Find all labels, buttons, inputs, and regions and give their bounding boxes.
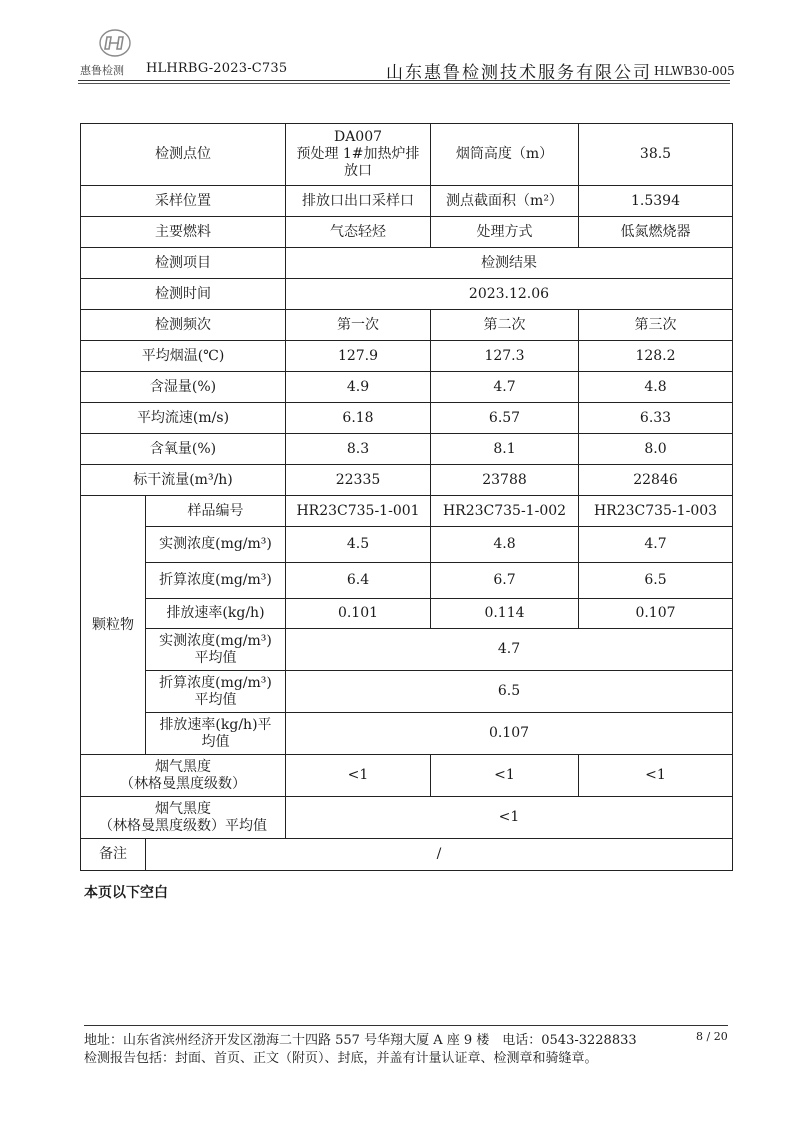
row-value: 6.57 bbox=[431, 403, 579, 434]
table-row bbox=[81, 217, 733, 248]
table-row bbox=[81, 124, 733, 186]
row-label: 平均烟温(℃) bbox=[81, 341, 286, 372]
smoke-value: <1 bbox=[431, 755, 579, 797]
converted-value: 6.4 bbox=[286, 563, 431, 599]
site-label: 检测点位 bbox=[81, 124, 286, 186]
fuel-label: 主要燃料 bbox=[81, 217, 286, 248]
table-row bbox=[81, 434, 733, 465]
table-row bbox=[81, 403, 733, 434]
table-row bbox=[81, 186, 733, 217]
rate-avg-label bbox=[146, 713, 286, 755]
table-row bbox=[81, 310, 733, 341]
sampling-position-value: 排放口出口采样口 bbox=[286, 186, 431, 217]
section-area-value: 1.5394 bbox=[579, 186, 733, 217]
table-row bbox=[81, 713, 733, 755]
treatment-value: 低氮燃烧器 bbox=[579, 217, 733, 248]
row-value: 8.3 bbox=[286, 434, 431, 465]
measured-value: 4.7 bbox=[579, 527, 733, 563]
rate-label: 排放速率(kg/h) bbox=[146, 599, 286, 629]
table-row bbox=[81, 372, 733, 403]
frequency-1: 第一次 bbox=[286, 310, 431, 341]
row-value: 8.0 bbox=[579, 434, 733, 465]
header-divider bbox=[78, 80, 730, 81]
row-value: 6.18 bbox=[286, 403, 431, 434]
table-row bbox=[81, 671, 733, 713]
footer-report-contents: 检测报告包括：封面、首页、正文（附页）、封底，并盖有计量认证章、检测章和骑缝章。 bbox=[84, 1051, 598, 1066]
row-label: 平均流速(m/s) bbox=[81, 403, 286, 434]
converted-avg-value: 6.5 bbox=[286, 671, 733, 713]
row-value: 128.2 bbox=[579, 341, 733, 372]
smoke-avg-value: <1 bbox=[286, 797, 733, 839]
site-value-line: 预处理 1#加热炉排 bbox=[296, 146, 420, 162]
table-row bbox=[81, 563, 733, 599]
label-line: 折算浓度(mg/m³) bbox=[159, 674, 272, 691]
sampling-position-label: 采样位置 bbox=[81, 186, 286, 217]
report-number: HLHRBG-2023-C735 bbox=[146, 61, 288, 76]
table-row bbox=[81, 599, 733, 629]
table-row bbox=[81, 629, 733, 671]
smoke-avg-label bbox=[81, 797, 286, 839]
stack-height-value: 38.5 bbox=[579, 124, 733, 186]
sample-no: HR23C735-1-001 bbox=[286, 496, 431, 527]
test-result-label: 检测结果 bbox=[286, 248, 733, 279]
treatment-label: 处理方式 bbox=[431, 217, 579, 248]
row-value: 4.8 bbox=[579, 372, 733, 403]
logo-text: 惠鲁检测 bbox=[80, 64, 124, 77]
row-value: 6.33 bbox=[579, 403, 733, 434]
measured-value: 4.8 bbox=[431, 527, 579, 563]
stack-height-label: 烟筒高度（m） bbox=[431, 124, 579, 186]
table-row bbox=[81, 465, 733, 496]
table-row bbox=[81, 279, 733, 310]
sample-no: HR23C735-1-003 bbox=[579, 496, 733, 527]
site-value bbox=[286, 124, 431, 186]
site-value-line: 放口 bbox=[344, 163, 372, 179]
row-value: 4.9 bbox=[286, 372, 431, 403]
table-row bbox=[81, 797, 733, 839]
table-row bbox=[81, 755, 733, 797]
table-row bbox=[81, 839, 733, 871]
converted-label: 折算浓度(mg/m³) bbox=[146, 563, 286, 599]
rate-value: 0.101 bbox=[286, 599, 431, 629]
remark-value: / bbox=[146, 839, 733, 871]
row-value: 127.3 bbox=[431, 341, 579, 372]
particulate-label: 颗粒物 bbox=[81, 496, 146, 755]
section-area-label: 测点截面积（m²） bbox=[431, 186, 579, 217]
smoke-value: <1 bbox=[579, 755, 733, 797]
remark-label: 备注 bbox=[81, 839, 146, 871]
label-line: 平均值 bbox=[194, 649, 237, 666]
row-label: 含氧量(%) bbox=[81, 434, 286, 465]
table-row bbox=[81, 527, 733, 563]
row-label: 含湿量(%) bbox=[81, 372, 286, 403]
table-row bbox=[81, 496, 733, 527]
blank-below-note: 本页以下空白 bbox=[84, 885, 168, 901]
header-divider-secondary bbox=[78, 83, 730, 84]
row-value: 8.1 bbox=[431, 434, 579, 465]
row-value: 127.9 bbox=[286, 341, 431, 372]
page-number: 8 / 20 bbox=[696, 1030, 728, 1043]
measured-label: 实测浓度(mg/m³) bbox=[146, 527, 286, 563]
flow-label: 标干流量(m³/h) bbox=[81, 465, 286, 496]
smoke-label bbox=[81, 755, 286, 797]
table-row bbox=[81, 341, 733, 372]
test-results-table bbox=[80, 123, 733, 871]
company-logo-icon bbox=[98, 28, 132, 58]
converted-value: 6.5 bbox=[579, 563, 733, 599]
measured-avg-value: 4.7 bbox=[286, 629, 733, 671]
rate-value: 0.107 bbox=[579, 599, 733, 629]
frequency-2: 第二次 bbox=[431, 310, 579, 341]
label-line: 实测浓度(mg/m³) bbox=[159, 632, 272, 649]
label-line: 平均值 bbox=[194, 691, 237, 708]
measured-value: 4.5 bbox=[286, 527, 431, 563]
label-line: （林格曼黑度级数）平均值 bbox=[99, 817, 267, 834]
smoke-value: <1 bbox=[286, 755, 431, 797]
frequency-label: 检测频次 bbox=[81, 310, 286, 341]
footer-divider bbox=[84, 1025, 728, 1026]
frequency-3: 第三次 bbox=[579, 310, 733, 341]
label-line: （林格曼黑度级数） bbox=[120, 775, 246, 792]
label-line: 烟气黑度 bbox=[155, 758, 211, 775]
test-time-label: 检测时间 bbox=[81, 279, 286, 310]
rate-avg-value: 0.107 bbox=[286, 713, 733, 755]
table-row bbox=[81, 248, 733, 279]
flow-value: 22335 bbox=[286, 465, 431, 496]
sample-no-label: 样品编号 bbox=[146, 496, 286, 527]
page-header bbox=[0, 28, 794, 83]
form-code: HLWB30-005 bbox=[654, 64, 735, 78]
footer-address: 地址：山东省滨州经济开发区渤海二十四路 557 号华翔大厦 A 座 9 楼 电话：0543-3228833 bbox=[84, 1033, 637, 1048]
fuel-value: 气态轻烃 bbox=[286, 217, 431, 248]
company-name: 山东惠鲁检测技术服务有限公司 bbox=[386, 63, 652, 83]
sample-no: HR23C735-1-002 bbox=[431, 496, 579, 527]
label-line: 排放速率(kg/h)平 bbox=[159, 716, 272, 733]
rate-value: 0.114 bbox=[431, 599, 579, 629]
flow-value: 23788 bbox=[431, 465, 579, 496]
site-value-line: DA007 bbox=[333, 129, 383, 145]
test-time-value: 2023.12.06 bbox=[286, 279, 733, 310]
test-item-label: 检测项目 bbox=[81, 248, 286, 279]
label-line: 烟气黑度 bbox=[155, 800, 211, 817]
converted-value: 6.7 bbox=[431, 563, 579, 599]
label-line: 均值 bbox=[201, 733, 230, 750]
converted-avg-label bbox=[146, 671, 286, 713]
measured-avg-label bbox=[146, 629, 286, 671]
flow-value: 22846 bbox=[579, 465, 733, 496]
row-value: 4.7 bbox=[431, 372, 579, 403]
